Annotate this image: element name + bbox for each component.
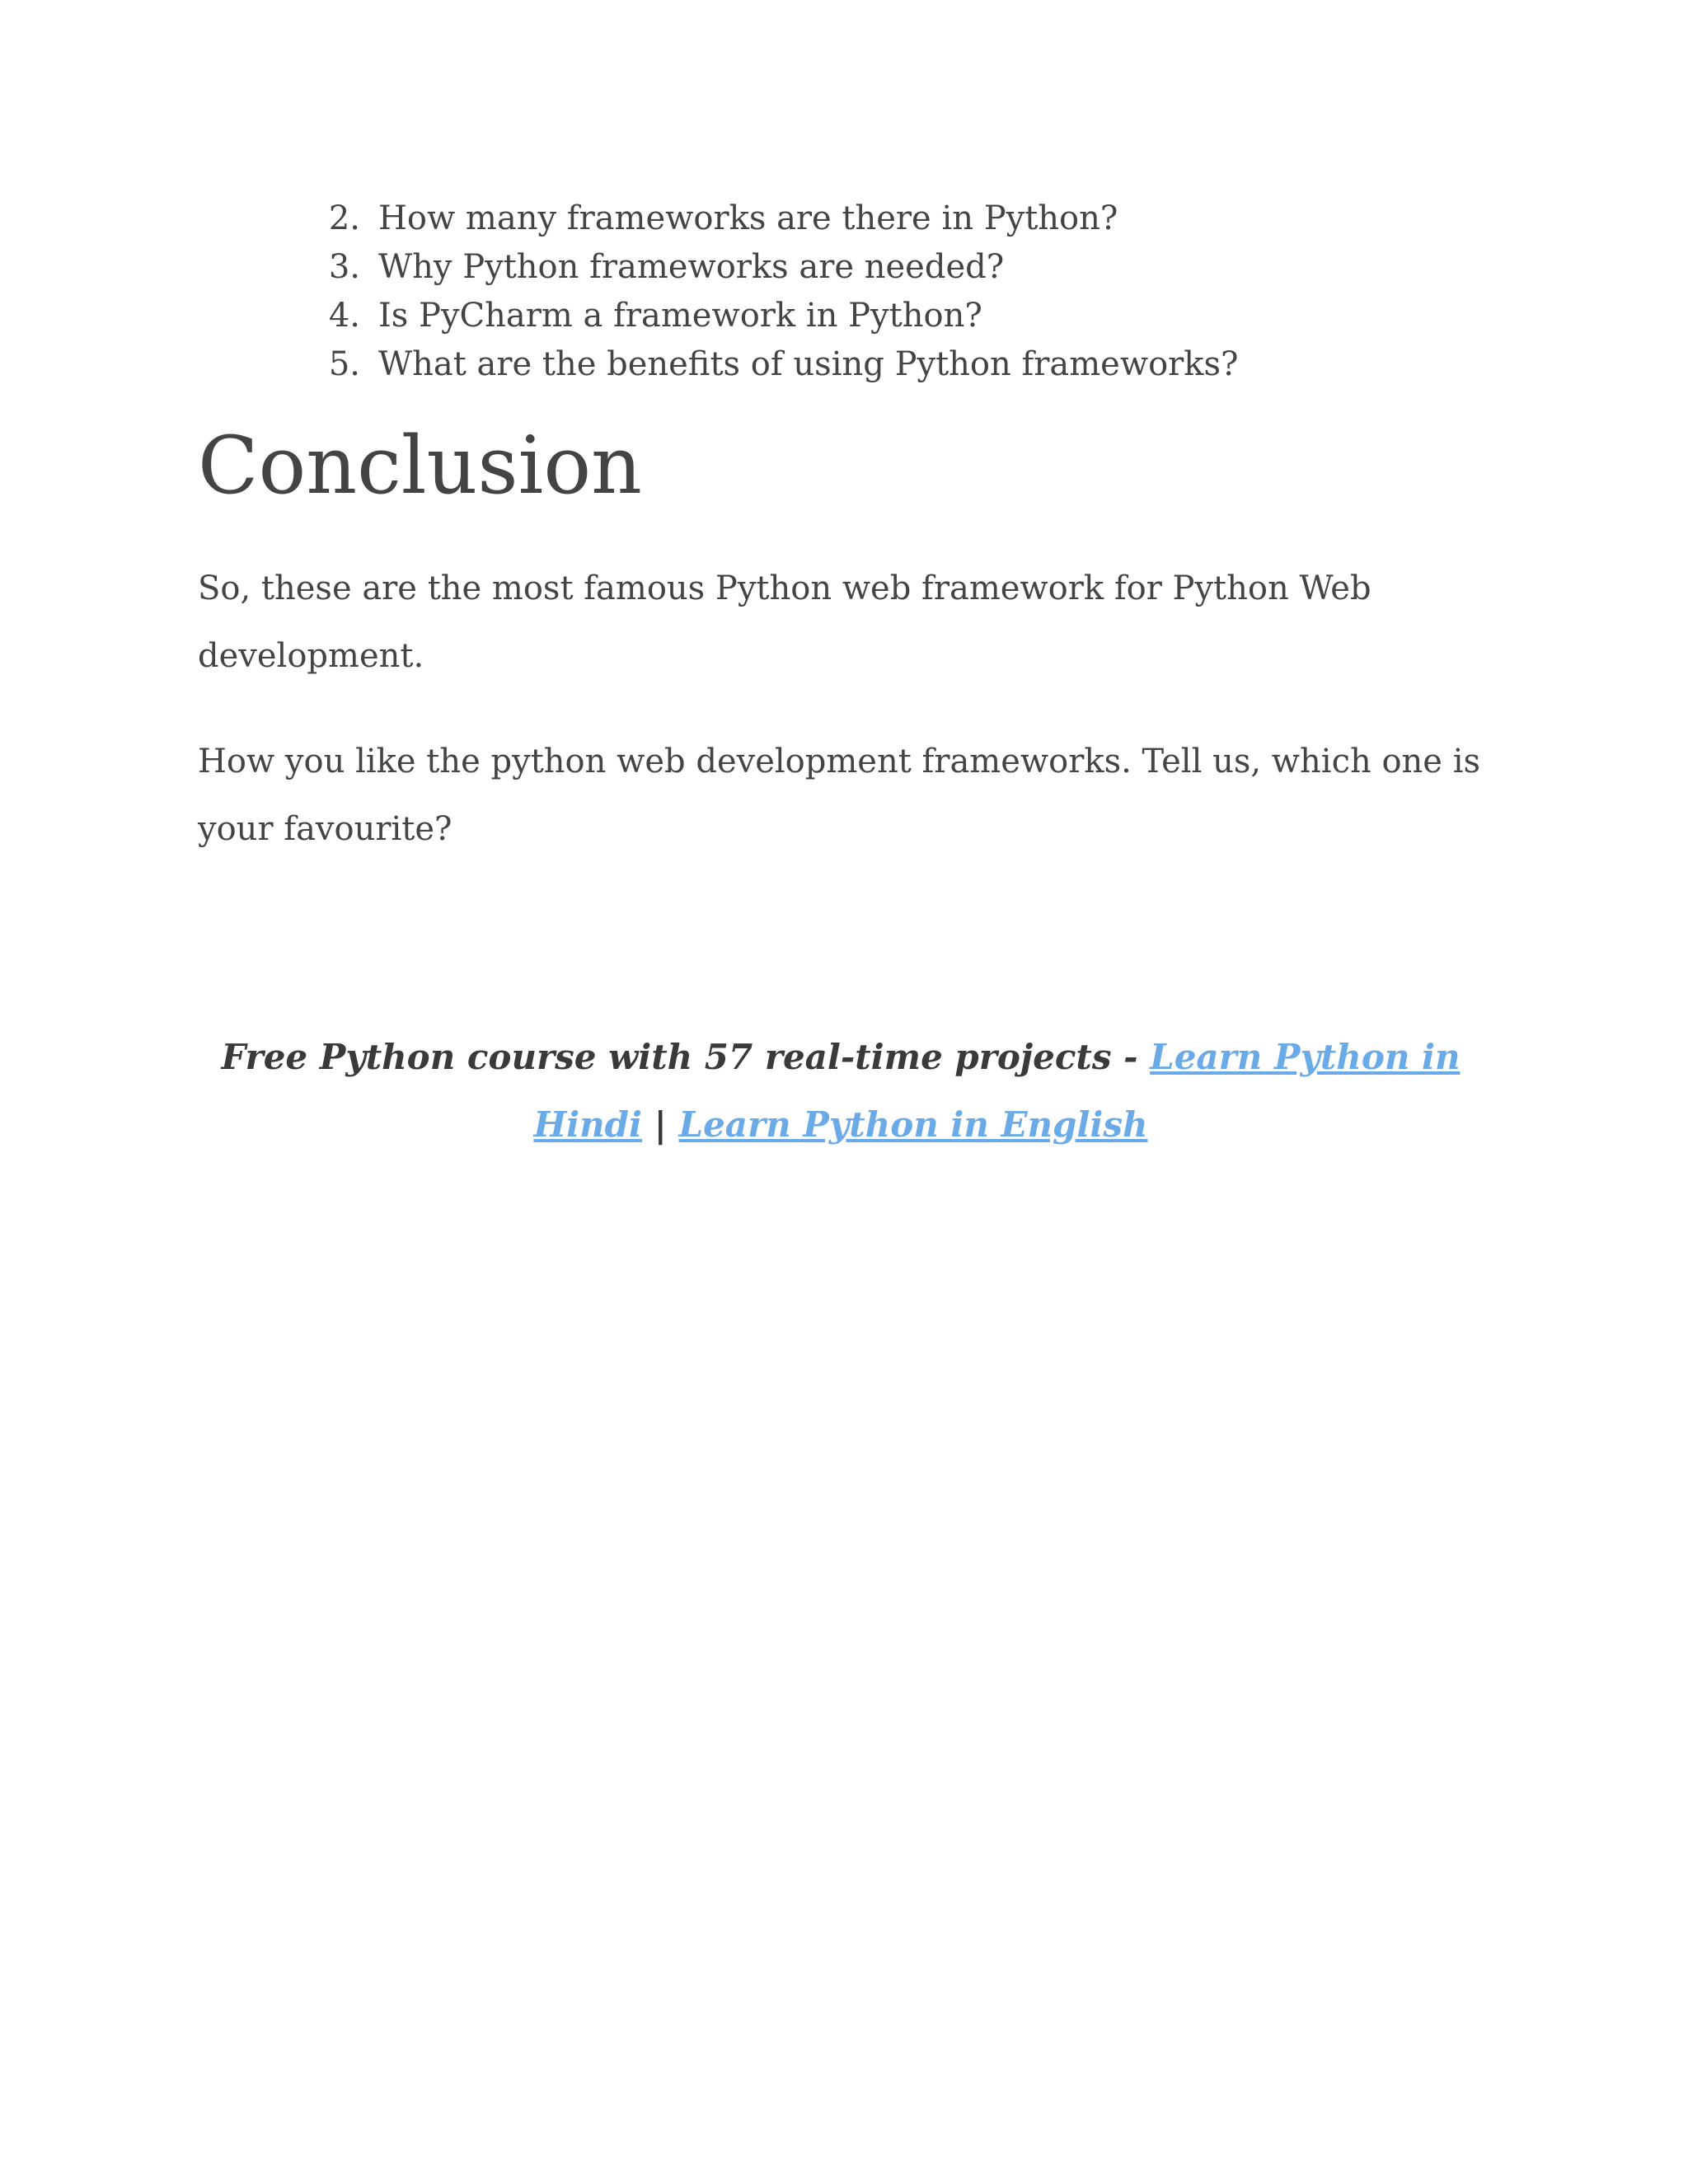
learn-python-english-link[interactable]: Learn Python in English [678, 1104, 1148, 1145]
list-item-text: Is PyCharm a framework in Python? [378, 297, 982, 335]
list-item [309, 194, 1463, 243]
conclusion-paragraph-1: So, these are the most famous Python web framework for Python Web development. [198, 569, 1372, 675]
list-item [309, 340, 1463, 389]
list-item-number: 2. [328, 199, 360, 237]
list-item-text: Why Python frameworks are needed? [378, 248, 1005, 286]
learn-python-hindi-link[interactable]: Learn Python in Hindi [533, 1037, 1461, 1145]
list-item-number: 5. [328, 345, 360, 383]
link-separator: | [642, 1104, 679, 1145]
list-item-text: How many frameworks are there in Python? [378, 199, 1118, 237]
list-item [309, 243, 1463, 292]
promo-text: Free Python course with 57 real-time projects - [221, 1037, 1151, 1077]
conclusion-heading: Conclusion [198, 419, 642, 512]
list-item-text: What are the benefits of using Python frameworks? [378, 345, 1239, 383]
list-item-number: 4. [328, 297, 360, 335]
conclusion-paragraph-2: How you like the python web development frameworks. Tell us, which one is your favourite? [198, 743, 1481, 848]
faq-list [309, 194, 1463, 389]
course-promo [198, 1024, 1484, 1159]
list-item-number: 3. [328, 248, 360, 286]
list-item [309, 292, 1463, 340]
